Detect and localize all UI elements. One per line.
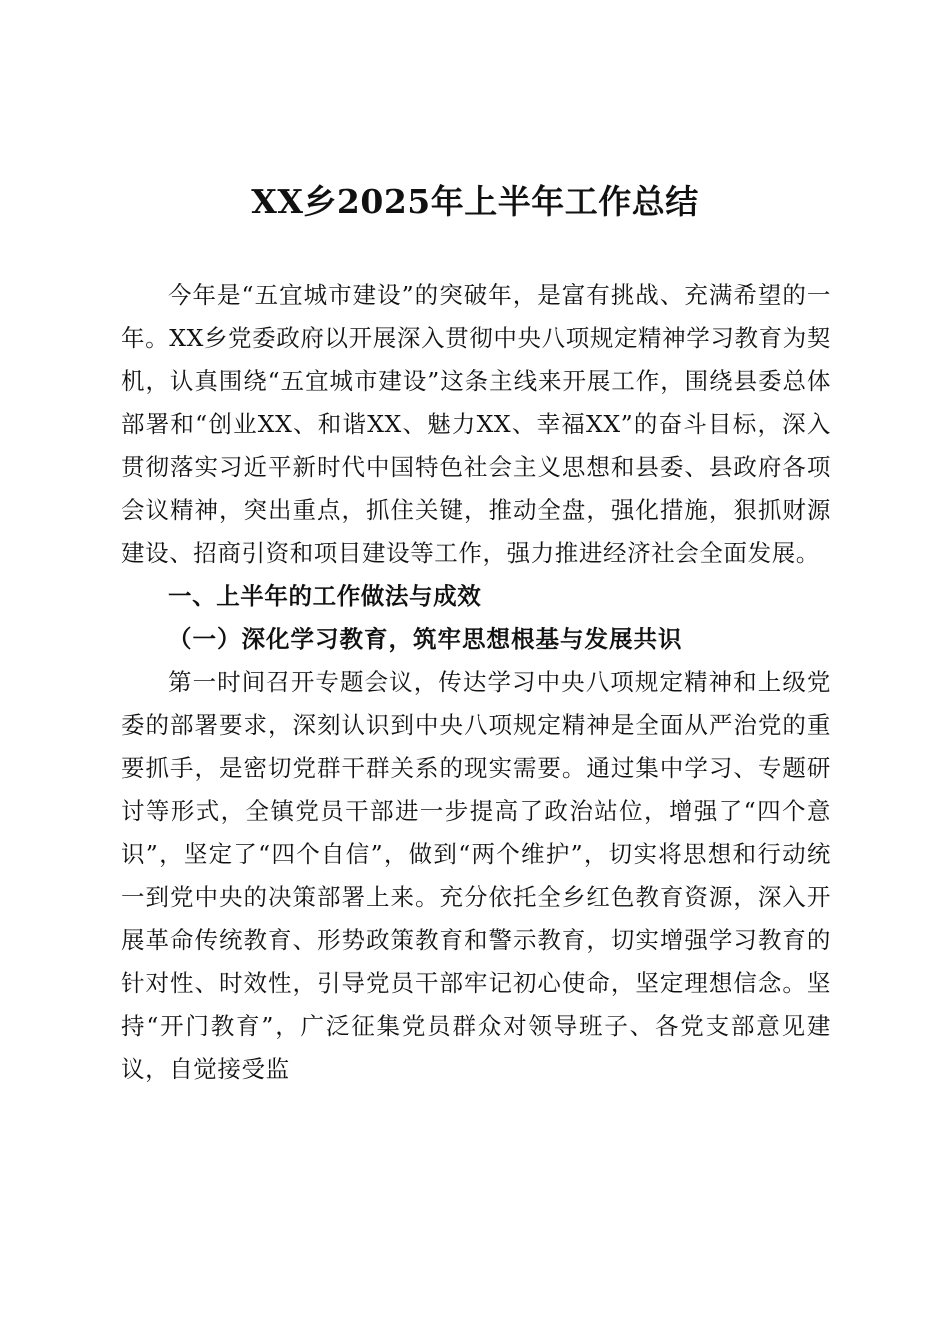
intro-paragraph: 今年是“五宜城市建设”的突破年，是富有挑战、充满希望的一年。XX乡党委政府以开展深入贯彻中央八项规定精神学习教育为契机，认真围绕“五宜城市建设”这条主线来开展工作，围绕县委总体部署和“创业XX、和谐XX、魅力XX、幸福XX”的奋斗目标，深入贯彻落实习近平新时代中国特色社会主义思想和县委、县政府各项会议精神，突出重点，抓住关键，推动全盘，强化措施，狠抓财源建设、招商引资和项目建设等工作，强力推进经济社会全面发展。	[121, 281, 831, 567]
subsection-heading: （一）深化学习教育，筑牢思想根基与发展共识	[168, 625, 683, 653]
section-heading: 一、上半年的工作做法与成效	[168, 582, 482, 610]
document-title: XX乡2025年上半年工作总结	[251, 182, 699, 221]
body-paragraph: 第一时间召开专题会议，传达学习中央八项规定精神和上级党委的部署要求，深刻认识到中央八项规定精神是全面从严治党的重要抓手，是密切党群干群关系的现实需要。通过集中学习、专题研讨等形式，全镇党员干部进一步提高了政治站位，增强了“四个意识”，坚定了“四个自信”，做到“两个维护”，切实将思想和行动统一到党中央的决策部署上来。充分依托全乡红色教育资源，深入开展革命传统教育、形势政策教育和警示教育，切实增强学习教育的针对性、时效性，引导党员干部牢记初心使命，坚定理想信念。坚持“开门教育”，广泛征集党员群众对领导班子、各党支部意见建议，自觉接受监	[121, 668, 831, 1083]
document-body	[121, 274, 831, 1091]
